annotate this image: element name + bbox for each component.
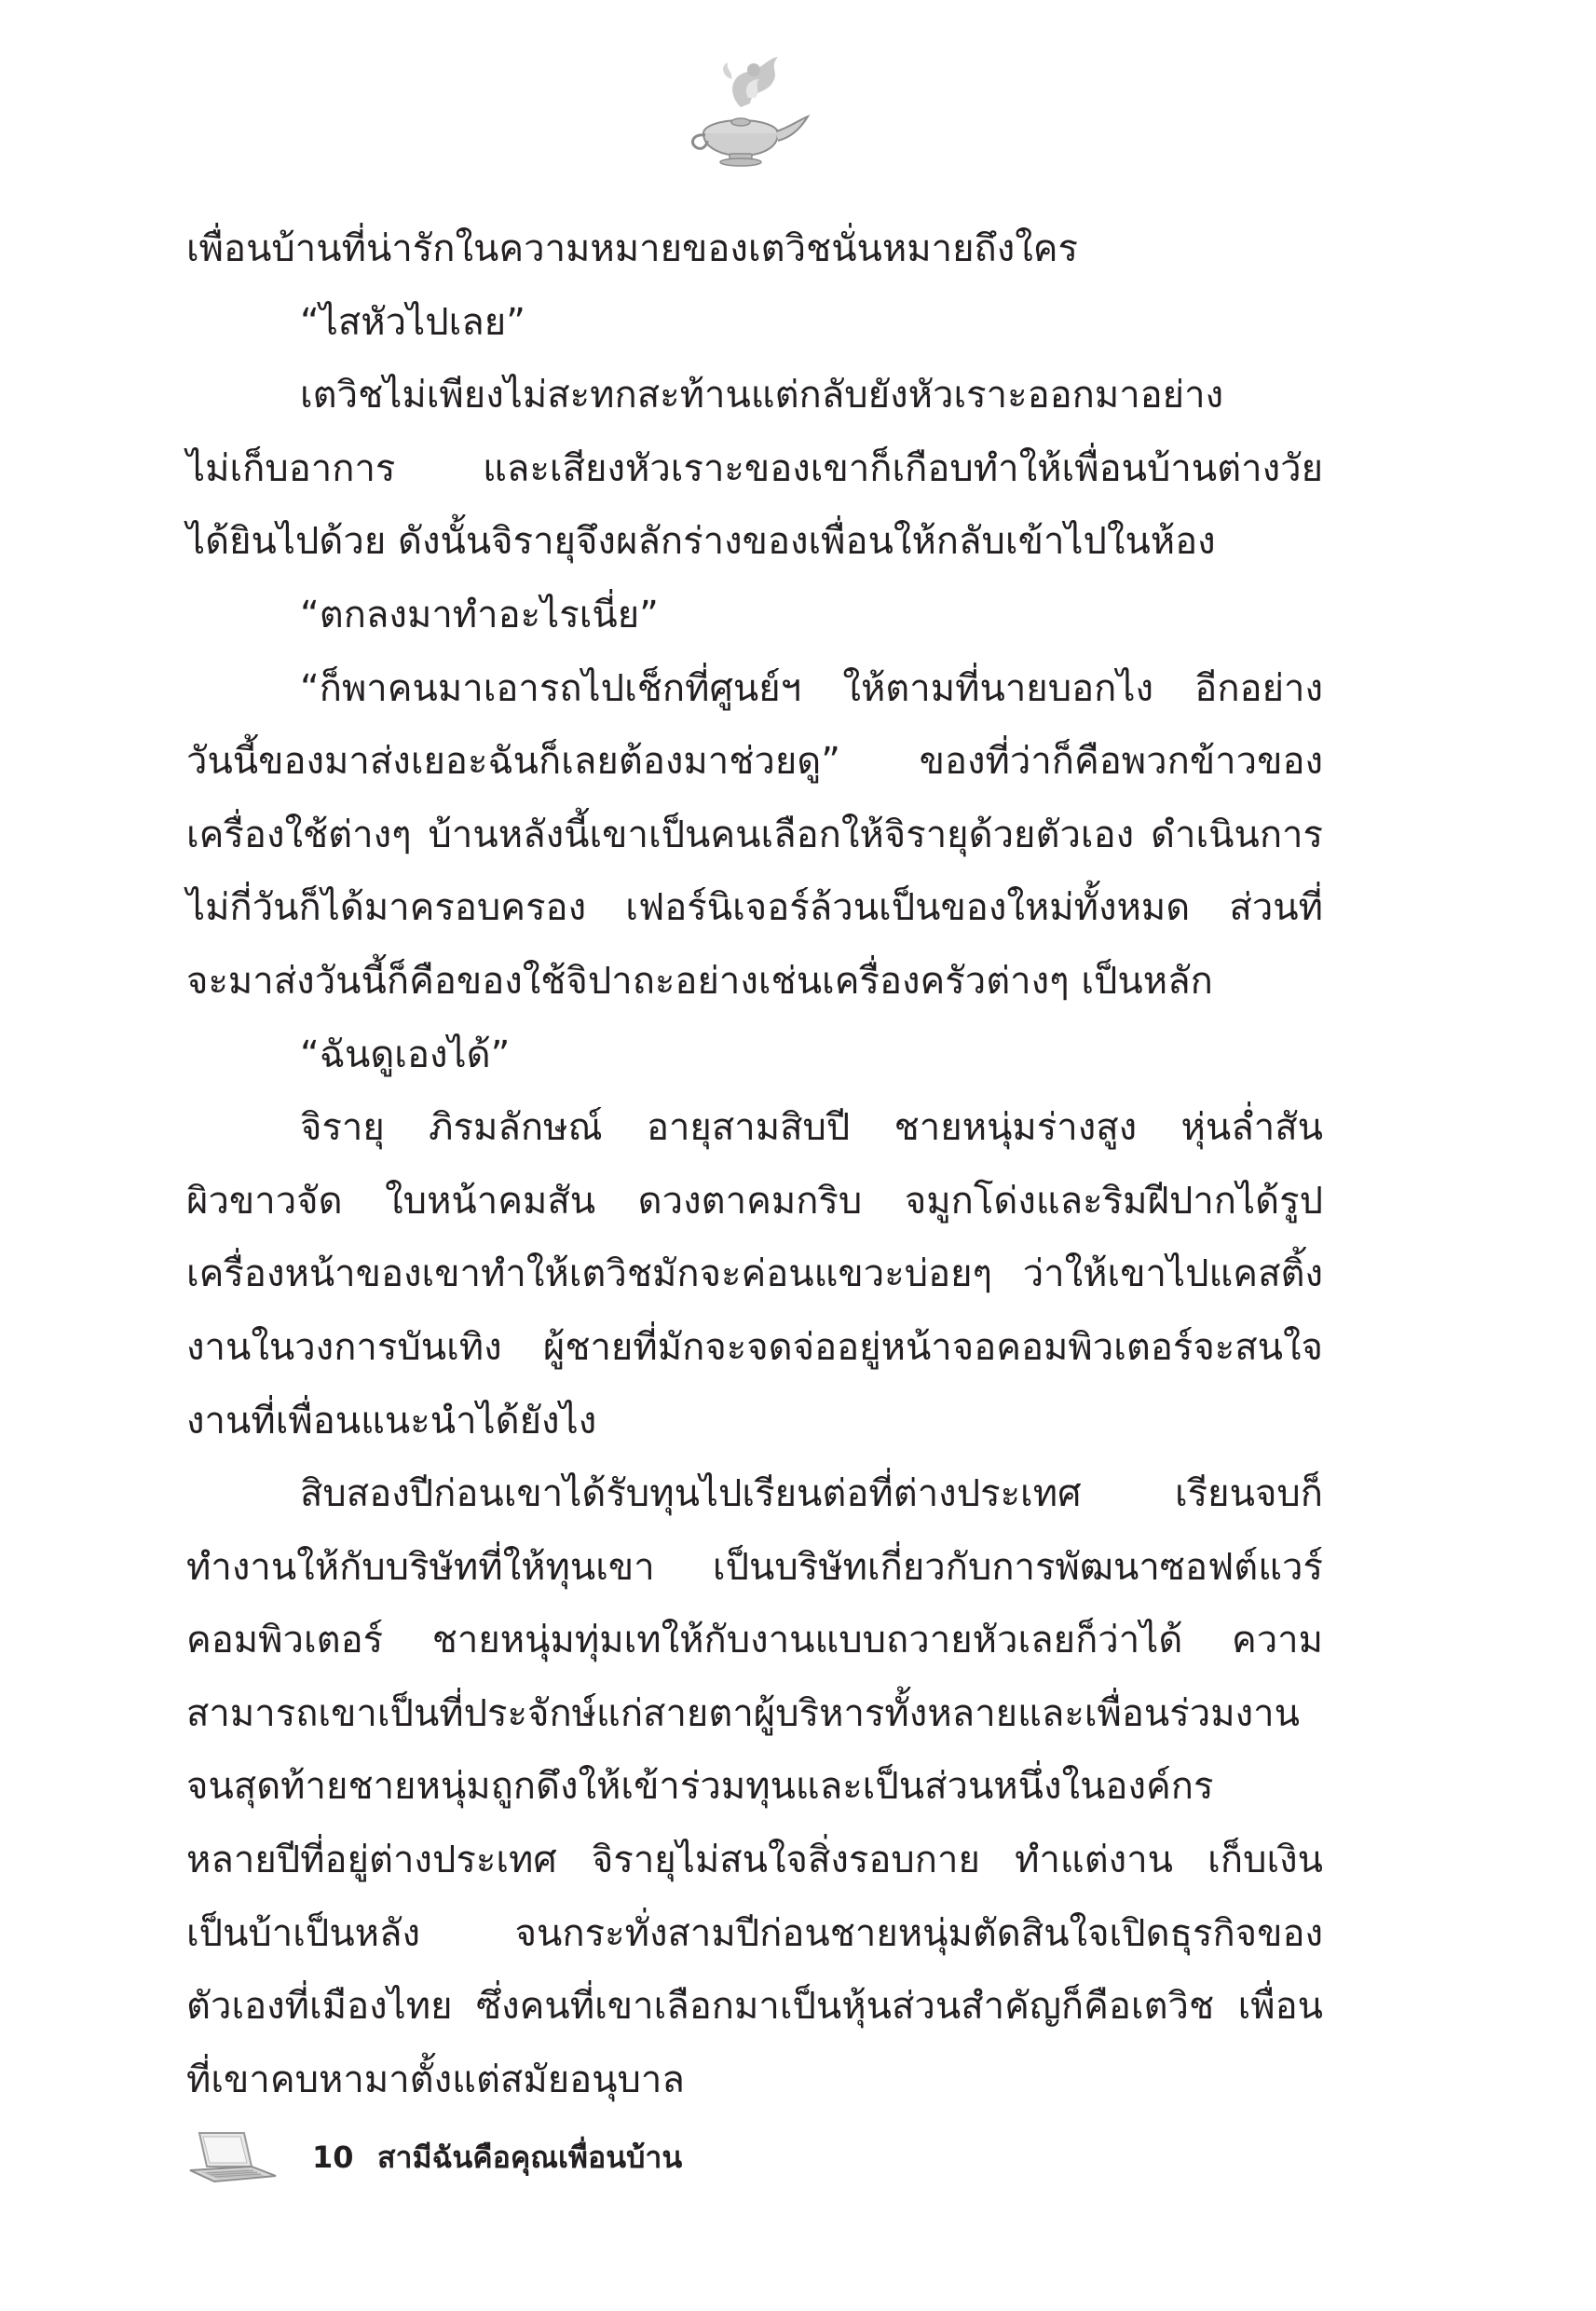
text-line: เพื่อนบ้านที่น่ารักในความหมายของเตวิชนั่นหมายถึงใคร <box>186 227 1079 270</box>
text-line: เตวิชไม่เพียงไม่สะทกสะท้านแต่กลับยังหัวเราะออกมาอย่าง <box>300 374 1224 417</box>
text-line: เครื่องใช้ต่างๆ บ้านหลังนี้เขาเป็นคนเลือกให้จิรายุด้วยตัวเอง ดำเนินการ <box>186 813 1323 856</box>
text-line: วันนี้ของมาส่งเยอะฉันก็เลยต้องมาช่วยดู” ของที่ว่าก็คือพวกข้าวของ <box>186 740 1323 784</box>
text-line: ไม่เก็บอาการ และเสียงหัวเราะของเขาก็เกือบทำให้เพื่อนบ้านต่างวัย <box>186 446 1323 490</box>
text-line: ที่เขาคบหามาตั้งแต่สมัยอนุบาล <box>186 2058 685 2101</box>
page-number: 10 <box>312 2140 354 2175</box>
text-line: จะมาส่งวันนี้ก็คือของใช้จิปาถะอย่างเช่นเครื่องครัวต่างๆ เป็นหลัก <box>186 959 1213 1003</box>
text-line: งานที่เพื่อนแนะนำได้ยังไง <box>186 1399 597 1443</box>
text-line: เครื่องหน้าของเขาทำให้เตวิชมักจะค่อนแขวะบ่อยๆ ว่าให้เขาไปแคสติ้ง <box>186 1252 1323 1296</box>
text-line: “ฉันดูเองได้” <box>300 1032 511 1076</box>
text-line: งานในวงการบันเทิง ผู้ชายที่มักจะจดจ่ออยู่หน้าจอคอมพิวเตอร์จะสนใจ <box>186 1325 1323 1369</box>
book-title: สามีฉันคือคุณเพื่อนบ้าน <box>377 2140 683 2175</box>
text-line: ตัวเองที่เมืองไทย ซึ่งคนที่เขาเลือกมาเป็นหุ้นส่วนสำคัญก็คือเตวิช เพื่อน <box>186 1985 1323 2029</box>
text-line: หลายปีที่อยู่ต่างประเทศ จิรายุไม่สนใจสิ่งรอบกาย ทำแต่งาน เก็บเงิน <box>186 1839 1323 1882</box>
text-line: ผิวขาวจัด ใบหน้าคมสัน ดวงตาคมกริบ จมูกโด่งและริมฝีปากได้รูป <box>186 1179 1323 1223</box>
text-line: “ไสหัวไปเลย” <box>300 300 525 344</box>
text-line: ได้ยินไปด้วย ดังนั้นจิรายุจึงผลักร่างของเพื่อนให้กลับเข้าไปในห้อง <box>186 520 1216 564</box>
text-line: ทำงานให้กับบริษัทที่ให้ทุนเขา เป็นบริษัทเกี่ยวกับการพัฒนาซอฟต์แวร์ <box>186 1545 1323 1589</box>
laptop-icon <box>186 2129 280 2185</box>
text-line: “ก็พาคนมาเอารถไปเช็กที่ศูนย์ฯ ให้ตามที่นายบอกไง อีกอย่าง <box>300 666 1323 710</box>
text-line: จิรายุ ภิรมลักษณ์ อายุสามสิบปี ชายหนุ่มร่างสูง หุ่นล่ำสัน <box>300 1106 1323 1150</box>
text-line: เป็นบ้าเป็นหลัง จนกระทั่งสามปีก่อนชายหนุ่มตัดสินใจเปิดธุรกิจของ <box>186 1911 1323 1955</box>
text-line: สิบสองปีก่อนเขาได้รับทุนไปเรียนต่อที่ต่างประเทศ เรียนจบก็ <box>300 1472 1323 1516</box>
text-line: จนสุดท้ายชายหนุ่มถูกดึงให้เข้าร่วมทุนและเป็นส่วนหนึ่งในองค์กร <box>186 1765 1214 1809</box>
text-line: ไม่กี่วันก็ได้มาครอบครอง เฟอร์นิเจอร์ล้วนเป็นของใหม่ทั้งหมด ส่วนที่ <box>186 886 1323 930</box>
text-line: สามารถเขาเป็นที่ประจักษ์แก่สายตาผู้บริหารทั้งหลายและเพื่อนร่วมงาน <box>186 1691 1300 1735</box>
page-footer <box>186 2129 839 2185</box>
body-text <box>186 212 1323 2116</box>
text-line: “ตกลงมาทำอะไรเนี่ย” <box>300 593 659 636</box>
text-line: คอมพิวเตอร์ ชายหนุ่มทุ่มเทให้กับงานแบบถวายหัวเลยก็ว่าได้ ความ <box>186 1619 1323 1662</box>
genie-lamp-icon <box>675 51 815 168</box>
